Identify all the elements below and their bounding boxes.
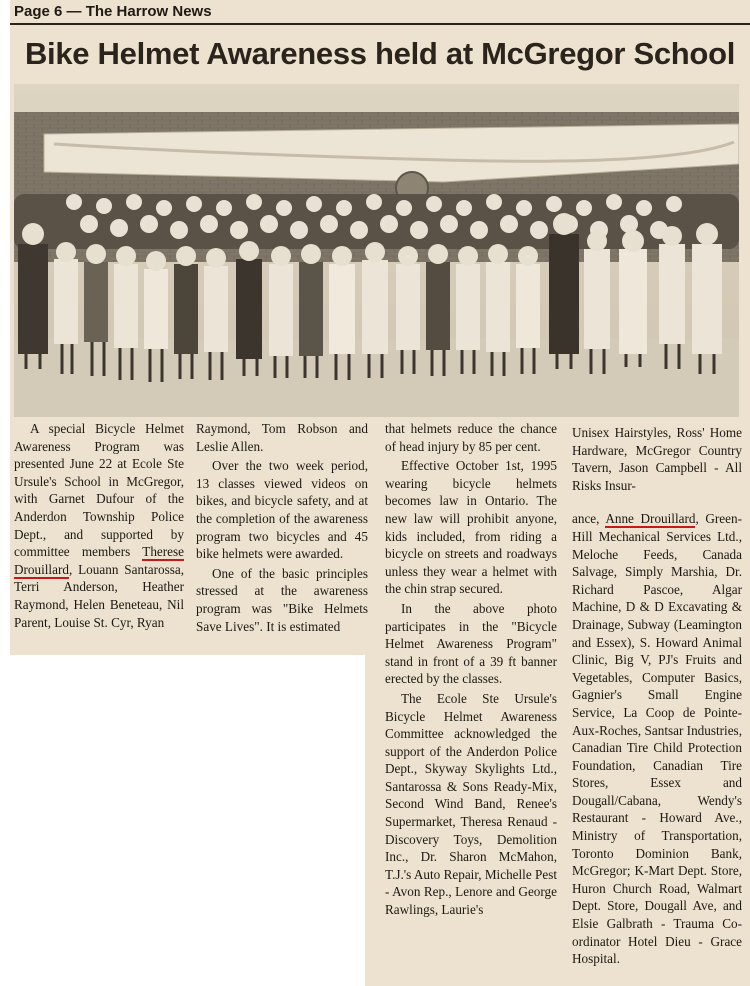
headline: Bike Helmet Awareness held at McGregor School (24, 36, 736, 71)
article-paragraph: that helmets reduce the chance of head injury by 85 per cent. (385, 421, 557, 454)
text-run: , Green-Hill Mechanical Services Ltd., Meloche Feeds, Canada Salvage, Simply Marshia, Dr. Richard Pascoe, Algar Machine, D & D Excavating & Drainage, Subway (Leamington and Essex), S. Howard Animal Clinic, Big V, PJ's Fruits and Vegetables, Computer Basics, Gagnier's Small Engine Service, La Coop de Pointe-Aux-Roches, Santsar Industries, Canadian Tire Child Protection Foundation, Canadian Tire Stores, Essex and Dougall/Cabana, Wendy's Restaurant - Howard Ave., Ministry of Transportation, Toronto Dominion Bank, McGregor; K-Mart Dept. Store, Huron Church Road, Walmart Dept. Store, Dougall Ave, and Elsie Galbrath - Trauma Co-ordinator Hotel Dieu - Grace Hospital. (572, 511, 742, 967)
group-photo (14, 84, 739, 417)
article-column-3 (385, 420, 557, 921)
article-paragraph: In the above photo participates in the "Bicycle Helmet Awareness Program" stand in front of a 39 ft banner erected by the classes. (385, 600, 557, 687)
article-paragraph (572, 510, 742, 967)
column-gap (572, 496, 742, 510)
article-column-1 (14, 420, 184, 633)
page-label: Page 6 — The Harrow News (14, 3, 212, 20)
article-paragraph: Unisex Hairstyles, Ross' Home Hardware, McGregor Country Tavern, Jason Campbell - All Risks Insur- (572, 425, 742, 493)
article-column-4 (572, 424, 742, 970)
page-header (10, 0, 750, 24)
text-run: , Louann Santarossa, Terri Anderson, Heather Raymond, Helen Beneteau, Nil Parent, Louise St. Cyr, Ryan (14, 561, 184, 630)
highlighted-name: Anne Drouillard (605, 511, 696, 527)
article-paragraph: Raymond, Tom Robson and Leslie Allen. (196, 421, 368, 454)
article-paragraph: The Ecole Ste Ursule's Bicycle Helmet Awareness Committee acknowledged the support of the Anderdon Police Dept., Skyway Skylights Ltd., Santarossa & Sons Ready-Mix, Second Wind Band, Renee's Supermarket, Theresa Renaud - Discovery Toys, Demolition Inc., Dr. Sharon McMahon, T.J.'s Auto Repair, Michelle Pest - Avon Rep., Lenore and George Rawlings, Laurie's (385, 690, 557, 918)
article-paragraph: Over the two week period, 13 classes viewed videos on bikes, and bicycle safety, and at the completion of the awareness program two bicycles and 45 bike helmets were awarded. (196, 458, 368, 562)
article-paragraph: One of the basic principles stressed at the awareness program was "Bike Helmets Save Lives". It is estimated (196, 565, 368, 634)
text-run: ance, (572, 511, 606, 527)
group-photo-image (14, 84, 739, 417)
article-column-2 (196, 420, 368, 637)
text-run: A special Bicycle Helmet Awareness Program was presented June 22 at Ecole Ste Ursule's School in McGregor, with Garnet Dufour of the Anderdon Township Police Dept., and supported by committee members (14, 421, 184, 560)
header-rule (10, 23, 750, 25)
highlighted-name: Therese Drouillard (14, 544, 184, 577)
article-paragraph (14, 420, 184, 631)
article-paragraph: Effective October 1st, 1995 wearing bicycle helmets becomes law in Ontario. The new law will prohibit anyone, kids included, from riding a bicycle on streets and roadways unless they wear a helmet with the chin strap secured. (385, 458, 557, 597)
